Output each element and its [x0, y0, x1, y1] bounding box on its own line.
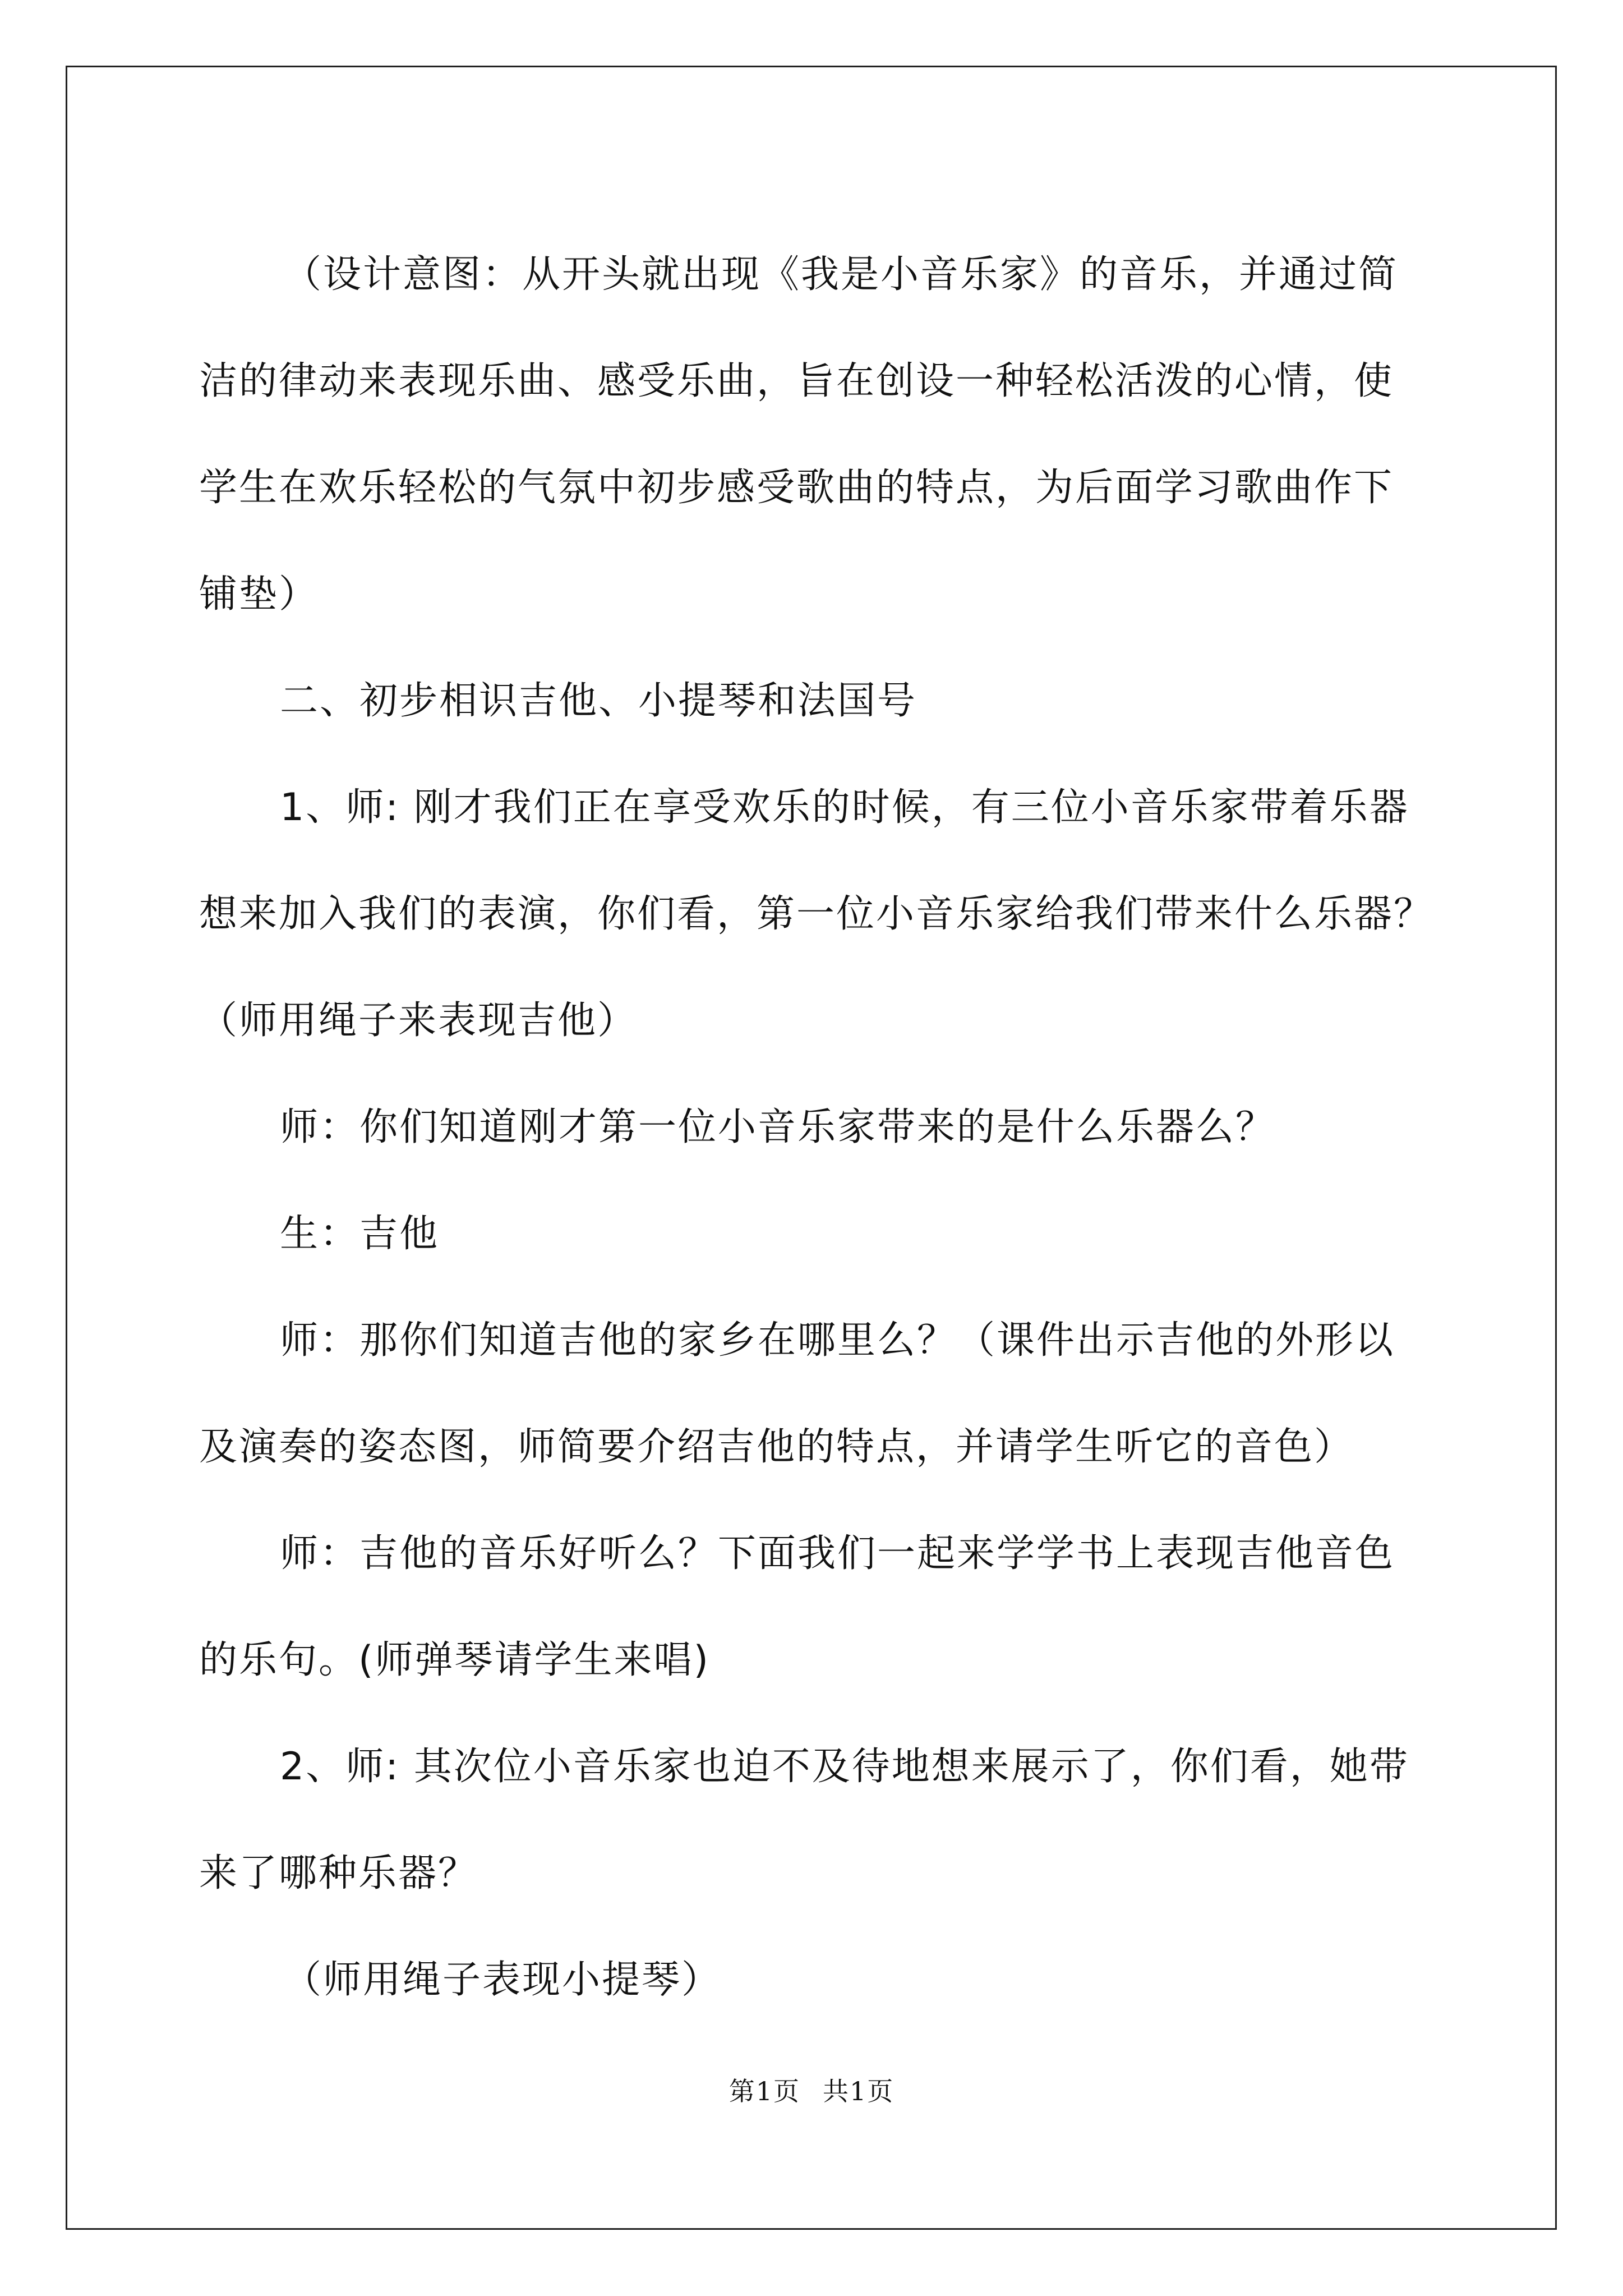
paragraph-line: 师：吉他的音乐好听么？下面我们一起来学学书上表现吉他音色 — [280, 1531, 1395, 1576]
paragraph-line: （设计意图：从开头就出现《我是小音乐家》的音乐，并通过简 — [283, 252, 1399, 297]
paragraph-line: 铺垫） — [199, 572, 319, 616]
paragraph-line: 2、师: 其次位小音乐家也迫不及待地想来展示了，你们看，她带 — [280, 1745, 1409, 1789]
paragraph-line: 想来加入我们的表演，你们看，第一位小音乐家给我们带来什么乐器？ — [199, 892, 1434, 936]
paragraph-line: 洁的律动来表现乐曲、感受乐曲，旨在创设一种轻松活泼的心情，使 — [199, 359, 1394, 403]
page-number: 第1页 — [728, 2076, 800, 2106]
paragraph-line: 师：你们知道刚才第一位小音乐家带来的是什么乐器么？ — [280, 1105, 1276, 1149]
page-footer — [0, 2071, 1623, 2108]
paragraph-line: 生：吉他 — [280, 1212, 440, 1256]
paragraph-line: 1、师: 刚才我们正在享受欢乐的时候，有三位小音乐家带着乐器 — [280, 785, 1409, 830]
paragraph-line: 的乐句。(师弹琴请学生来唱) — [199, 1638, 711, 1682]
section-heading: 二、初步相识吉他、小提琴和法国号 — [280, 679, 917, 723]
paragraph-line: 及演奏的姿态图，师简要介绍吉他的特点，并请学生听它的音色） — [199, 1425, 1354, 1469]
paragraph-line: 师：那你们知道吉他的家乡在哪里么？（课件出示吉他的外形以 — [280, 1318, 1395, 1363]
paragraph-line: 学生在欢乐轻松的气氛中初步感受歌曲的特点，为后面学习歌曲作下 — [199, 466, 1394, 510]
page-total: 共1页 — [823, 2076, 895, 2106]
paragraph-line: （师用绳子来表现吉他） — [199, 999, 638, 1043]
paragraph-line: 来了哪种乐器？ — [199, 1851, 478, 1895]
paragraph-line: （师用绳子表现小提琴） — [283, 1958, 722, 2002]
document-body — [199, 222, 1433, 2033]
